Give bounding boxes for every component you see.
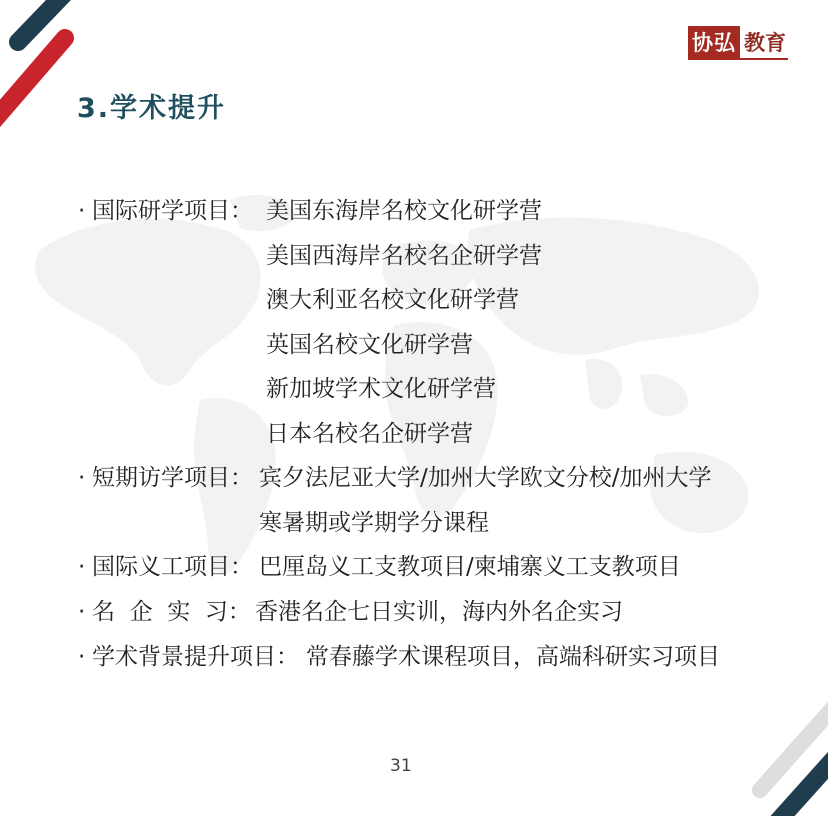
- page-title: 3.学术提升: [77, 93, 227, 124]
- list-item-continuation: [266, 325, 473, 365]
- bullet: ·: [78, 599, 86, 625]
- list-item-continuation: [266, 369, 496, 409]
- item-value: 美国西海岸名校名企研学营: [266, 243, 542, 269]
- list-item-continuation: [266, 236, 542, 276]
- page-number: 31: [390, 756, 412, 776]
- item-label: 国际研学项目：: [92, 198, 253, 224]
- logo-part-2: 教育: [740, 26, 788, 60]
- list-item: [78, 547, 681, 587]
- brand-logo: [688, 26, 800, 60]
- bullet: ·: [78, 465, 86, 491]
- item-label: 学术背景提升项目：: [92, 644, 299, 670]
- top-left-red-stripe: [0, 38, 65, 125]
- list-item-continuation: [266, 414, 473, 454]
- item-value: 香港名企七日实训，海内外名企实习: [255, 599, 623, 625]
- bullet: ·: [78, 554, 86, 580]
- bullet: ·: [78, 644, 86, 670]
- logo-part-1: 协弘: [688, 26, 740, 60]
- item-label: 短期访学项目：: [92, 465, 253, 491]
- item-value: 新加坡学术文化研学营: [266, 376, 496, 402]
- item-value: 巴厘岛义工支教项目/柬埔寨义工支教项目: [259, 554, 681, 580]
- item-label: 名 企 实 习：: [92, 599, 251, 625]
- list-item: [78, 637, 720, 677]
- list-item-continuation: [259, 503, 489, 543]
- item-value: 美国东海岸名校文化研学营: [266, 198, 542, 224]
- list-item-continuation: [266, 280, 519, 320]
- item-value: 寒暑期或学期学分课程: [259, 510, 489, 536]
- item-value: 常春藤学术课程项目，高端科研实习项目: [306, 644, 720, 670]
- item-value: 宾夕法尼亚大学/加州大学欧文分校/加州大学: [259, 465, 712, 491]
- list-item: [78, 191, 542, 231]
- item-value: 日本名校名企研学营: [266, 421, 473, 447]
- item-value: 英国名校文化研学营: [266, 332, 473, 358]
- bullet: ·: [78, 198, 86, 224]
- list-item: [78, 458, 712, 498]
- item-label: 国际义工项目：: [92, 554, 253, 580]
- list-item: [78, 592, 623, 632]
- item-value: 澳大利亚名校文化研学营: [266, 287, 519, 313]
